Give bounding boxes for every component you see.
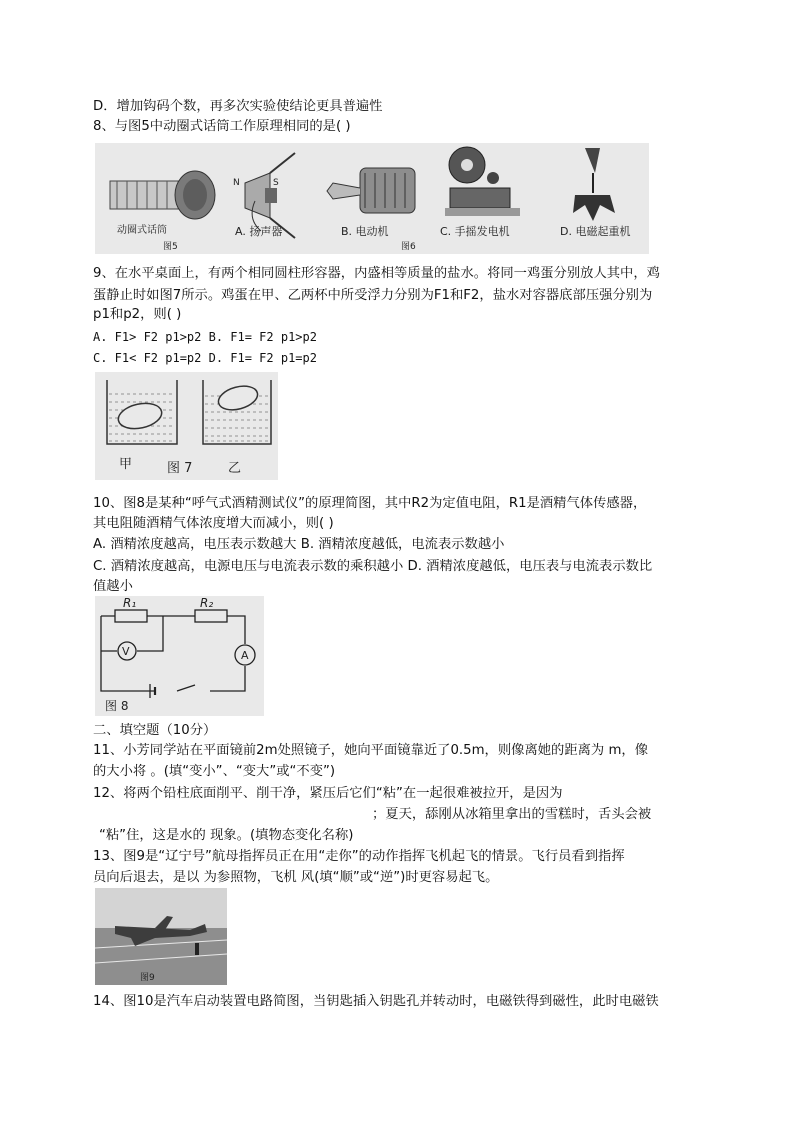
magnet-n: N	[233, 178, 240, 188]
fig6-label: 图6	[401, 242, 416, 252]
figure-8-circuit	[95, 596, 264, 716]
fig8-label: 图 8	[105, 699, 129, 713]
option-c-caption: C. 手摇发电机	[440, 225, 510, 238]
fig7-label: 图 7	[167, 461, 193, 476]
option-a-caption: A. 扬声器	[235, 225, 283, 238]
microphone-drawing	[110, 171, 215, 219]
egg-right	[216, 382, 260, 414]
q10-line3: A. 酒精浓度越高，电压表示数越大 B. 酒精浓度越低，电流表示数越小	[93, 537, 505, 552]
q9-line1: 9、在水平桌面上，有两个相同圆柱形容器，内盛相等质量的盐水。将同一鸡蛋分别放人其中，鸡	[93, 266, 660, 281]
r2-label: R₂	[200, 596, 214, 610]
q12-line1: 12、将两个铅柱底面削平、削干净，紧压后它们“粘”在一起很难被拉开，是因为	[93, 786, 563, 801]
q13-line1: 13、图9是“辽宁号”航母指挥员正在用“走你”的动作指挥飞机起飞的情景。飞行员看到指挥	[93, 849, 625, 864]
q9-line2: 蛋静止时如图7所示。鸡蛋在甲、乙两杯中所受浮力分别为F1和F2，盐水对容器底部压强分别为	[93, 288, 653, 303]
egg-left	[116, 400, 164, 433]
figure-5-6-drawing	[95, 143, 649, 254]
q9-options-ab: A. F1> F2 p1>p2 B. F1= F2 p1>p2	[93, 330, 317, 344]
fig9-label: 图9	[140, 973, 155, 983]
q12-line3: “粘”住，这是水的 现象。(填物态变化名称)	[99, 828, 354, 843]
q10-line2: 其电阻随酒精气体浓度增大而减小，则( )	[93, 516, 334, 531]
cup-left-label: 甲	[119, 457, 133, 472]
q9-options-cd: C. F1< F2 p1=p2 D. F1= F2 p1=p2	[93, 351, 317, 365]
q10-line5: 值越小	[93, 579, 133, 594]
figure-7-drawing	[95, 372, 278, 480]
q9-line3: p1和p2，则( )	[93, 307, 182, 322]
q11-line1: 11、小芳同学站在平面镜前2m处照镜子，她向平面镜靠近了0.5m，则像离她的距离为 m，像	[93, 743, 649, 758]
q7-option-d: D．增加钩码个数，再多次实验使结论更具普遍性	[93, 99, 383, 114]
q12-line2: ；夏天，舔刚从冰箱里拿出的雪糕时，舌头会被	[372, 807, 652, 822]
q8-stem: 8、与图5中动圈式话筒工作原理相同的是( )	[93, 119, 351, 134]
q10-line4: C. 酒精浓度越高，电源电压与电流表示数的乘积越小 D. 酒精浓度越低，电压表与电流表示数比	[93, 559, 653, 574]
motor-drawing	[327, 168, 415, 213]
figure-7	[95, 372, 278, 480]
section2-title: 二、填空题（10分）	[93, 723, 217, 738]
figure-5-6	[95, 143, 649, 254]
q13-line2: 员向后退去，是以 为参照物，飞机 风(填“顺”或“逆”)时更容易起飞。	[93, 870, 499, 885]
ammeter-label: A	[241, 649, 249, 662]
fig-mic-caption: 动圈式话筒	[117, 225, 167, 236]
option-b-caption: B. 电动机	[341, 225, 389, 238]
q14-line1: 14、图10是汽车启动装置电路简图，当钥匙插入钥匙孔并转动时，电磁铁得到磁性，此时电磁铁	[93, 994, 659, 1009]
generator-drawing	[445, 147, 520, 216]
r1-label: R₁	[123, 596, 137, 610]
q11-line2: 的大小将 。(填“变小”、“变大”或“不变”)	[93, 764, 336, 779]
q10-line1: 10、图8是某种“呼气式酒精测试仪”的原理简图，其中R2为定值电阻，R1是酒精气体传感器，	[93, 496, 647, 511]
cup-right-label: 乙	[228, 461, 242, 476]
crane-drawing	[573, 148, 615, 221]
magnet-s: S	[273, 178, 279, 188]
option-d-caption: D. 电磁起重机	[560, 225, 631, 238]
fig5-label: 图5	[163, 242, 178, 252]
figure-9-photo	[95, 888, 227, 985]
voltmeter-label: V	[122, 645, 130, 658]
figure-9	[95, 888, 227, 985]
figure-8	[95, 596, 264, 716]
